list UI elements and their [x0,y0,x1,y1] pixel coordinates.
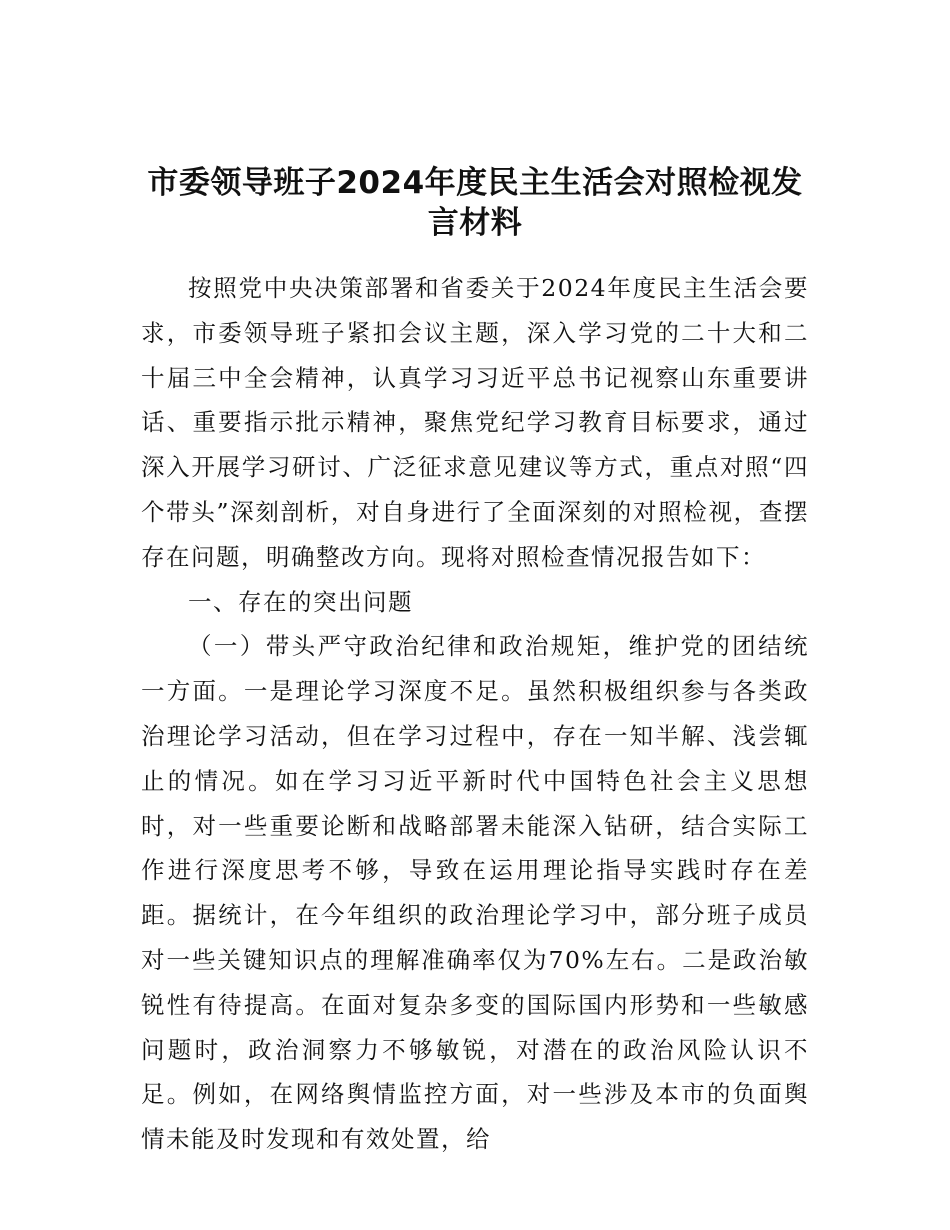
body-paragraph: （一）带头严守政治纪律和政治规矩，维护党的团结统一方面。一是理论学习深度不足。虽然积极组织参与各类政治理论学习活动，但在学习过程中，存在一知半解、浅尝辄止的情况。如在学习习近平新时代中国特色社会主义思想时，对一些重要论断和战略部署未能深入钻研，结合实际工作进行深度思考不够，导致在运用理论指导实践时存在差距。据统计，在今年组织的政治理论学习中，部分班子成员对一些关键知识点的理解准确率仅为70%左右。二是政治敏锐性有待提高。在面对复杂多变的国际国内形势和一些敏感问题时，政治洞察力不够敏锐，对潜在的政治风险认识不足。例如，在网络舆情监控方面，对一些涉及本市的负面舆情未能及时发现和有效处置，给 [141,632,809,1154]
document-title: 市委领导班子2024年度民主生活会对照检视发言材料 [147,165,803,241]
section-heading: 一、存在的突出问题 [188,587,413,616]
intro-paragraph: 按照党中央决策部署和省委关于2024年度民主生活会要求，市委领导班子紧扣会议主题，深入学习党的二十大和二十届三中全会精神，认真学习习近平总书记视察山东重要讲话、重要指示批示精神，聚焦党纪学习教育目标要求，通过深入开展学习研讨、广泛征求意见建议等方式，重点对照“四个带头”深刻剖析，对自身进行了全面深刻的对照检视，查摆存在问题，明确整改方向。现将对照检查情况报告如下： [141,274,809,571]
document-body [141,266,809,1162]
